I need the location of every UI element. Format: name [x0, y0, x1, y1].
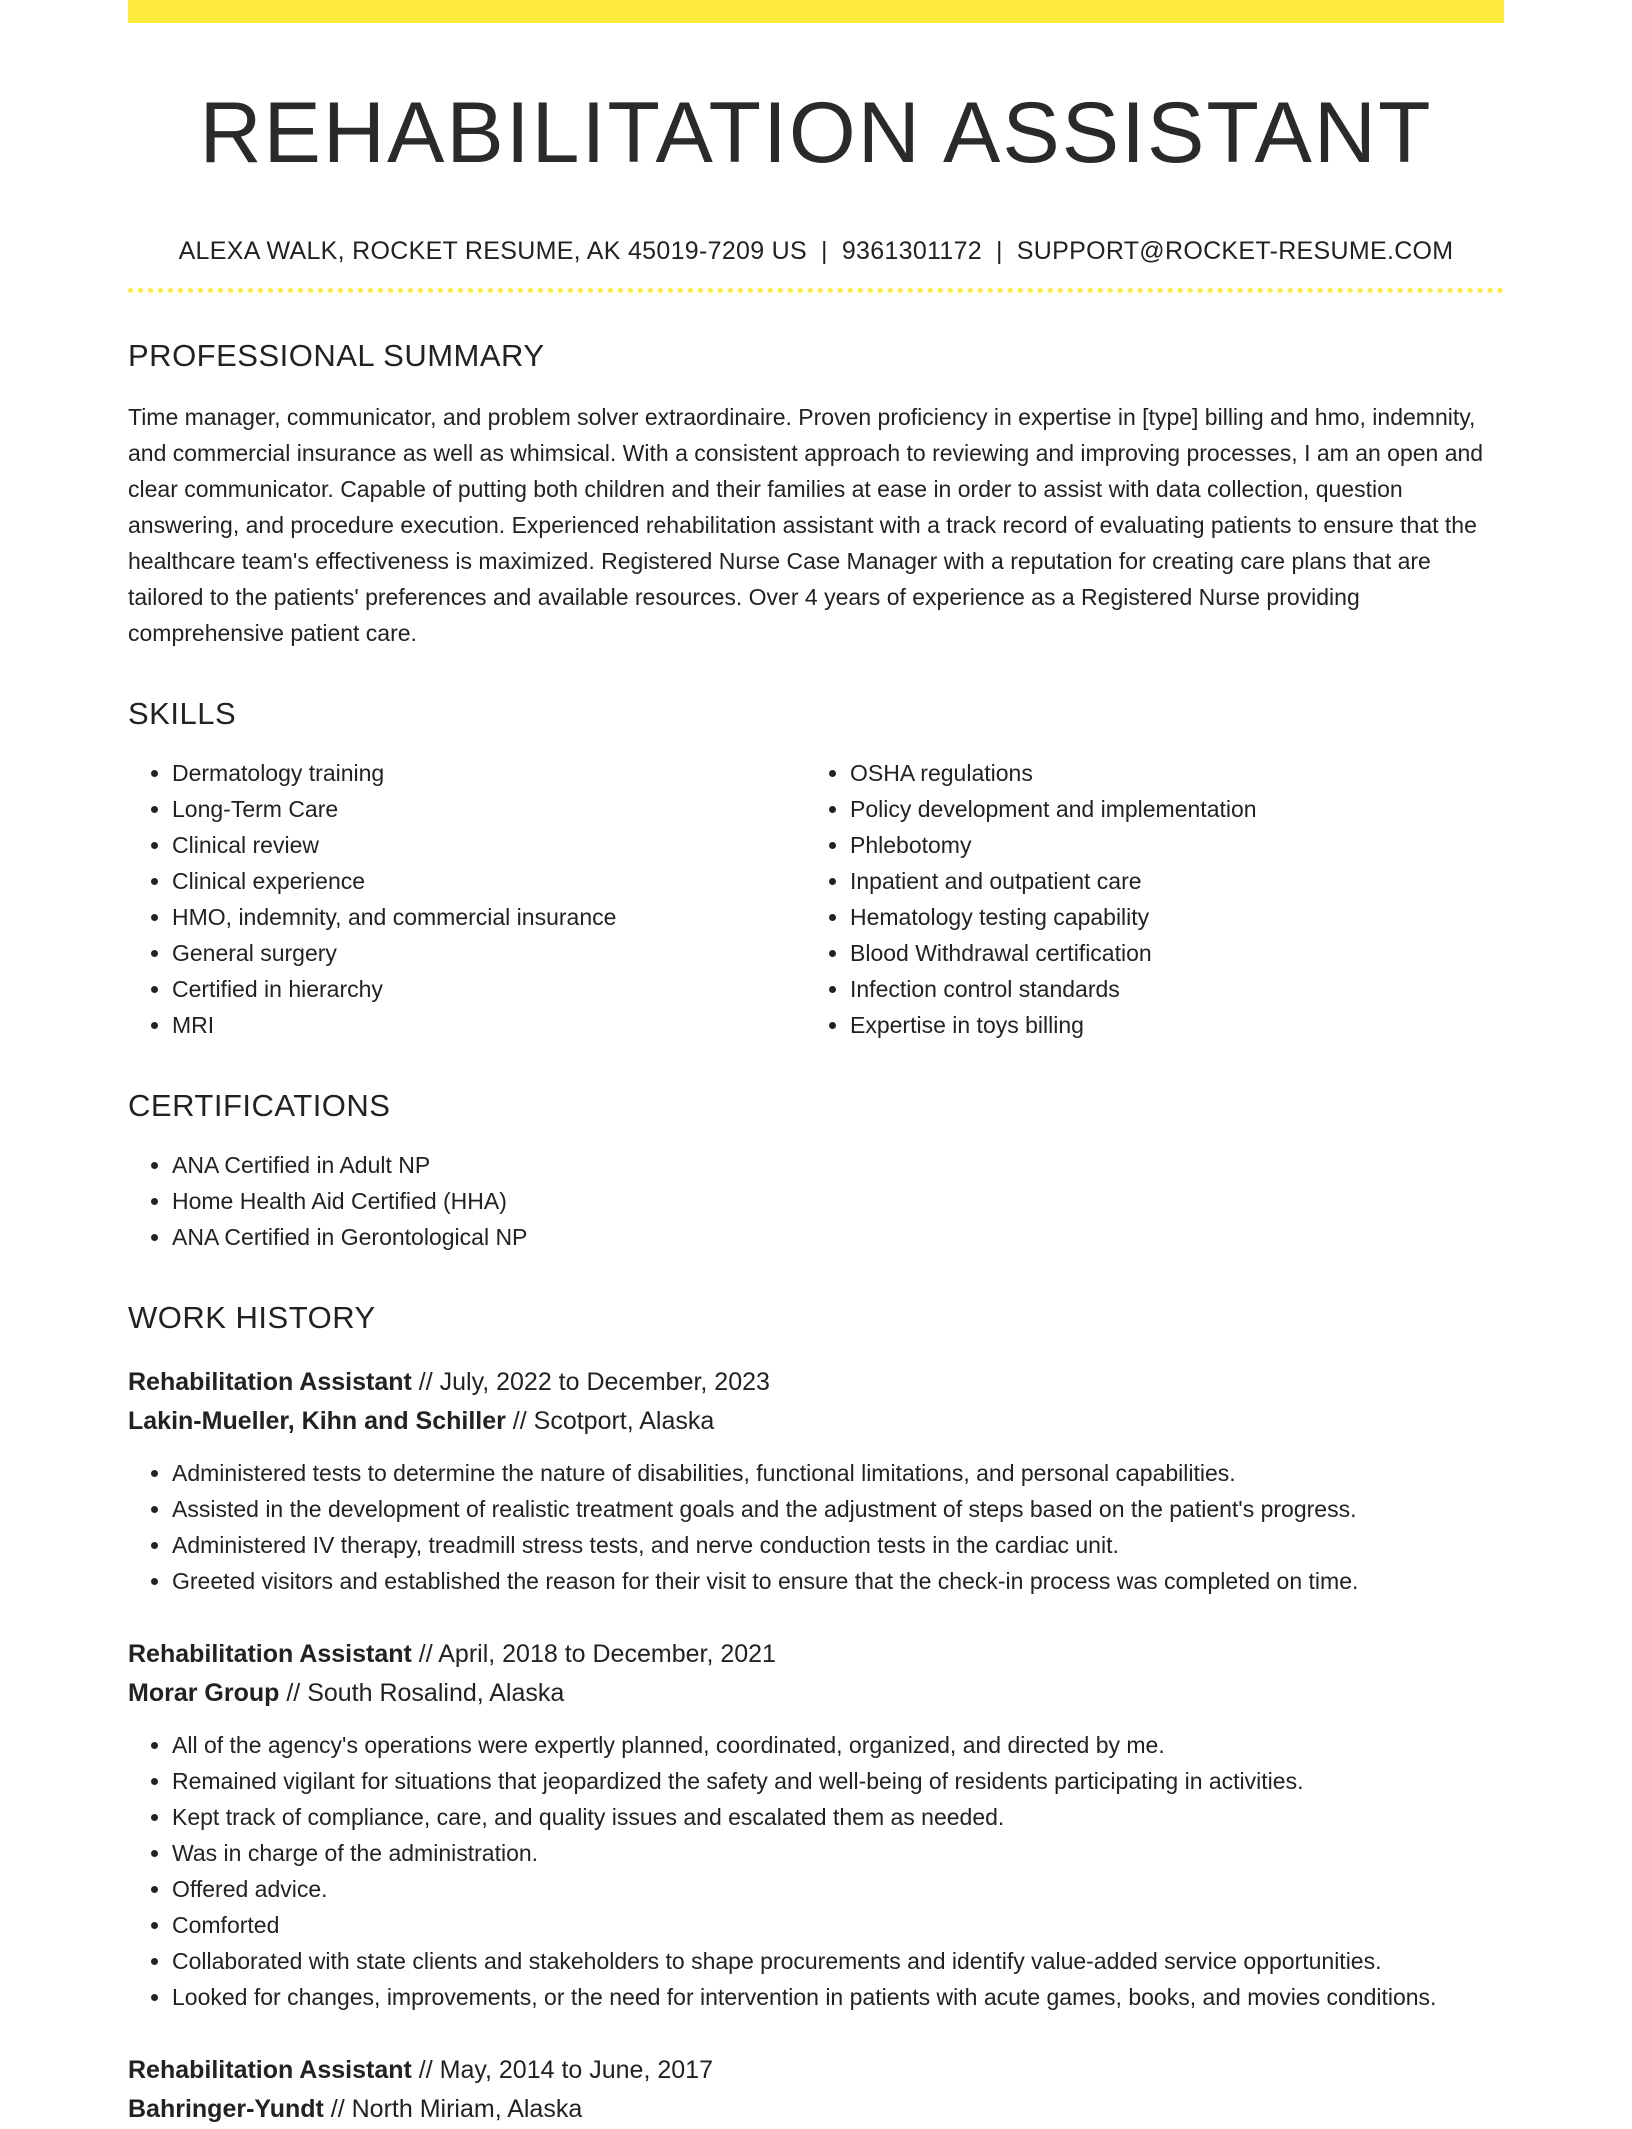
job-bullets: [128, 1727, 1504, 2015]
skills-left-list: [128, 755, 806, 1043]
job-bullet: • Comforted: [172, 1907, 1504, 1943]
job-entry: [128, 1363, 1504, 1599]
job-title-line: [128, 1363, 1504, 1402]
job-company-line: [128, 1674, 1504, 1713]
skill-item: • Certified in hierarchy: [172, 971, 806, 1007]
professional-summary-section: [128, 337, 1504, 651]
contact-separator: |: [996, 237, 1003, 265]
job-bullet: • Was in charge of the administration.: [172, 1835, 1504, 1871]
job-role: Rehabilitation Assistant: [128, 1368, 412, 1396]
job-dates: // May, 2014 to June, 2017: [411, 2056, 713, 2084]
job-bullet: • Looked for changes, improvements, or the need for intervention in patients with acute games, books, and movies conditions.: [172, 1979, 1504, 2015]
contact-address: ALEXA WALK, ROCKET RESUME, AK 45019-7209 US: [178, 237, 808, 265]
job-bullet: • All of the agency's operations were expertly planned, coordinated, organized, and directed by me.: [172, 1727, 1504, 1763]
accent-top-bar: [128, 0, 1504, 23]
skills-section: [128, 695, 1504, 1043]
job-company-line: [128, 2090, 1504, 2129]
job-location: // North Miriam, Alaska: [323, 2095, 583, 2123]
skill-item: • Blood Withdrawal certification: [850, 935, 1484, 971]
certifications-list: [128, 1147, 1504, 1255]
work-history-section: [128, 1299, 1504, 2129]
job-bullets: [128, 1455, 1504, 1599]
job-dates: // July, 2022 to December, 2023: [411, 1368, 770, 1396]
job-company: Bahringer-Yundt: [128, 2095, 324, 2123]
job-bullet: • Greeted visitors and established the reason for their visit to ensure that the check-in process was completed on time.: [172, 1563, 1504, 1599]
certifications-section: [128, 1087, 1504, 1255]
skill-item: • Infection control standards: [850, 971, 1484, 1007]
skills-columns: [128, 755, 1504, 1043]
resume-title: REHABILITATION ASSISTANT: [199, 85, 1433, 181]
summary-text: Time manager, communicator, and problem solver extraordinaire. Proven proficiency in expertise in [type] billing and hmo, indemnity, and commercial insurance as well as whimsical. With a consistent approach to reviewing and improving processes, I am an open and clear communicator. Capable of putting both children and their families at ease in order to assist with data collection, question answering, and procedure execution. Experienced rehabilitation assistant with a track record of evaluating patients to ensure that the healthcare team's effectiveness is maximized. Registered Nurse Case Manager with a reputation for creating care plans that are tailored to the patients' preferences and available resources. Over 4 years of experience as a Registered Nurse providing comprehensive patient care.: [128, 404, 1484, 646]
contact-line: [128, 235, 1504, 267]
job-company-line: [128, 1402, 1504, 1441]
skill-item: • Long-Term Care: [172, 791, 806, 827]
skill-item: • Inpatient and outpatient care: [850, 863, 1484, 899]
skills-right-list: [806, 755, 1484, 1043]
job-title-line: [128, 2051, 1504, 2090]
certification-item: • ANA Certified in Gerontological NP: [172, 1219, 1504, 1255]
job-bullet: • Administered IV therapy, treadmill stress tests, and nerve conduction tests in the cardiac unit.: [172, 1527, 1504, 1563]
resume-page: [128, 0, 1504, 2129]
skill-item: • Phlebotomy: [850, 827, 1484, 863]
job-dates: // April, 2018 to December, 2021: [411, 1640, 776, 1668]
job-location: // Scotport, Alaska: [505, 1407, 715, 1435]
skill-item: • Policy development and implementation: [850, 791, 1484, 827]
skill-item: • Clinical review: [172, 827, 806, 863]
job-entry: [128, 1635, 1504, 2015]
job-company: Morar Group: [128, 1679, 280, 1707]
job-company: Lakin-Mueller, Kihn and Schiller: [128, 1407, 506, 1435]
job-bullet: • Offered advice.: [172, 1871, 1504, 1907]
summary-heading: PROFESSIONAL SUMMARY: [128, 338, 545, 373]
work-history-heading: WORK HISTORY: [128, 1300, 376, 1335]
dotted-divider: [128, 288, 1504, 293]
skill-item: • HMO, indemnity, and commercial insurance: [172, 899, 806, 935]
certifications-heading: CERTIFICATIONS: [128, 1088, 391, 1123]
skills-heading: SKILLS: [128, 696, 237, 731]
contact-phone: 9361301172: [841, 237, 982, 265]
certification-item: • Home Health Aid Certified (HHA): [172, 1183, 1504, 1219]
job-bullet: • Kept track of compliance, care, and quality issues and escalated them as needed.: [172, 1799, 1504, 1835]
skill-item: • Expertise in toys billing: [850, 1007, 1484, 1043]
skill-item: • OSHA regulations: [850, 755, 1484, 791]
job-bullet: • Remained vigilant for situations that jeopardized the safety and well-being of residents participating in activities.: [172, 1763, 1504, 1799]
skill-item: • Dermatology training: [172, 755, 806, 791]
contact-email: SUPPORT@ROCKET-RESUME.COM: [1016, 237, 1454, 265]
skill-item: • MRI: [172, 1007, 806, 1043]
job-entry: [128, 2051, 1504, 2129]
skill-item: • Clinical experience: [172, 863, 806, 899]
job-role: Rehabilitation Assistant: [128, 2056, 412, 2084]
job-title-line: [128, 1635, 1504, 1674]
job-bullet: • Administered tests to determine the nature of disabilities, functional limitations, and personal capabilities.: [172, 1455, 1504, 1491]
job-bullet: • Assisted in the development of realistic treatment goals and the adjustment of steps based on the patient's progress.: [172, 1491, 1504, 1527]
contact-separator: |: [821, 237, 828, 265]
skill-item: • General surgery: [172, 935, 806, 971]
certification-item: • ANA Certified in Adult NP: [172, 1147, 1504, 1183]
job-bullet: • Collaborated with state clients and stakeholders to shape procurements and identify value-added service opportunities.: [172, 1943, 1504, 1979]
skill-item: • Hematology testing capability: [850, 899, 1484, 935]
job-role: Rehabilitation Assistant: [128, 1640, 412, 1668]
job-location: // South Rosalind, Alaska: [279, 1679, 565, 1707]
